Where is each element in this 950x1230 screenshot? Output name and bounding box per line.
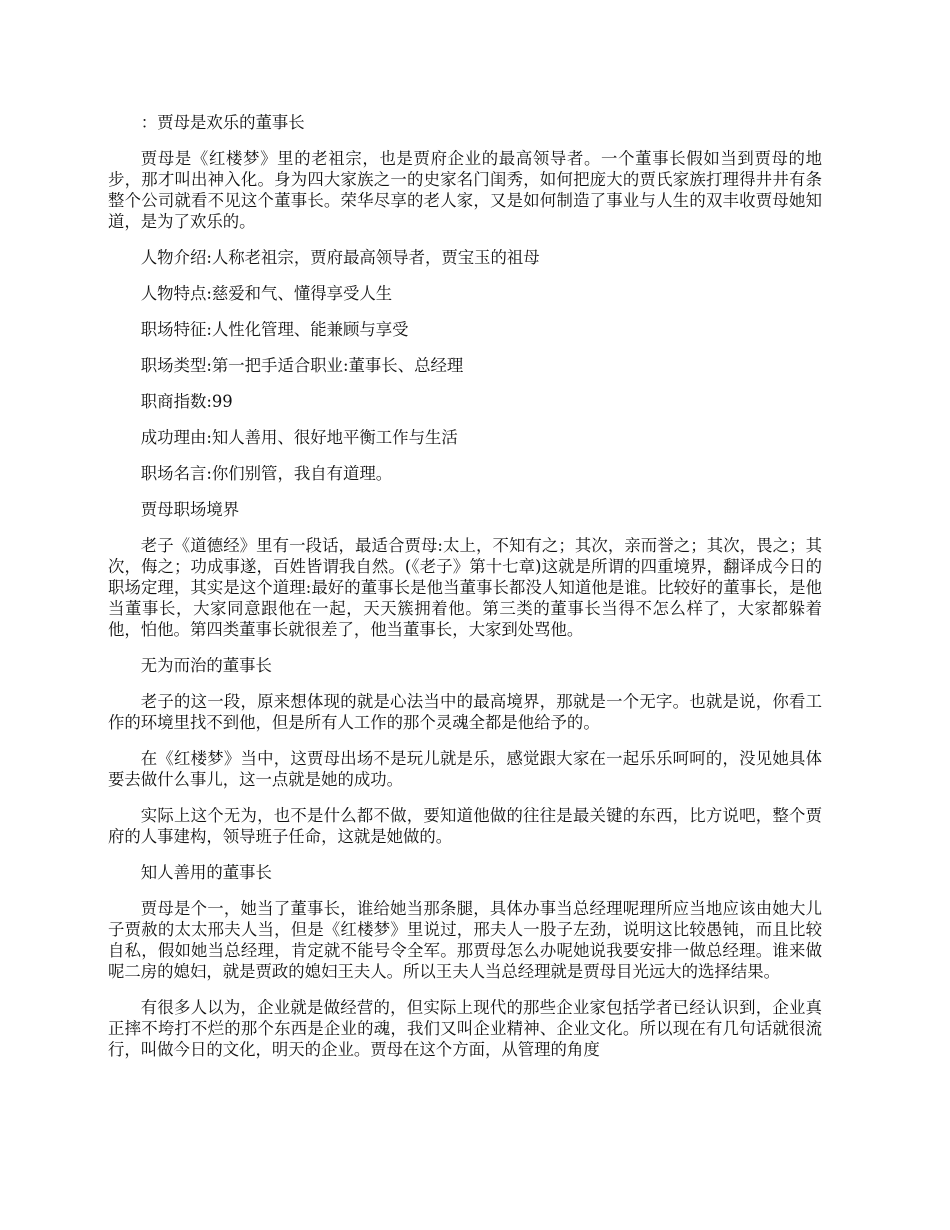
intro-paragraph: 贾母是《红楼梦》里的老祖宗，也是贾府企业的最高领导者。一个董事长假如当到贾母的地步，那才叫出神入化。身为四大家族之一的史家名门闺秀，如何把庞大的贾氏家族打理得井井有条整个公司就看不见这个董事长。荣华尽享的老人家，又是如何制造了事业与人生的双丰收贾母她知道，是为了欢乐的。 bbox=[108, 149, 822, 231]
body-paragraph: 老子的这一段，原来想体现的就是心法当中的最高境界，那就是一个无字。也就是说，你看工作的环境里找不到他，但是所有人工作的那个灵魂全都是他给予的。 bbox=[108, 692, 822, 732]
profile-success-reason: 成功理由:知人善用、很好地平衡工作与生活 bbox=[140, 428, 458, 447]
section-heading-realm: 贾母职场境界 bbox=[140, 500, 240, 519]
profile-career-quotient: 职商指数:99 bbox=[140, 392, 233, 411]
profile-traits: 人物特点:慈爱和气、懂得享受人生 bbox=[140, 284, 393, 303]
profile-workplace-type: 职场类型:第一把手适合职业:董事长、总经理 bbox=[140, 356, 464, 375]
profile-motto: 职场名言:你们别管，我自有道理。 bbox=[140, 464, 393, 483]
body-paragraph: 实际上这个无为，也不是什么都不做，要知道他做的往往是最关键的东西，比方说吧，整个贾府的人事建构，领导班子任命，这就是她做的。 bbox=[108, 806, 822, 846]
profile-introduction: 人物介绍:人称老祖宗，贾府最高领导者，贾宝玉的祖母 bbox=[140, 248, 540, 267]
document-title: ：贾母是欢乐的董事长 bbox=[140, 113, 305, 132]
section-heading-inaction: 无为而治的董事长 bbox=[140, 656, 272, 675]
body-paragraph: 有很多人以为，企业就是做经营的，但实际上现代的那些企业家包括学者已经认识到，企业真正摔不垮打不烂的那个东西是企业的魂，我们又叫企业精神、企业文化。所以现在有几句话就很流行，叫做今日的文化，明天的企业。贾母在这个方面，从管理的角度 bbox=[108, 998, 822, 1059]
body-paragraph: 贾母是个一，她当了董事长，谁给她当那条腿，具体办事当总经理呢理所应当地应该由她大儿子贾赦的太太邢夫人当，但是《红楼梦》里说过，邢夫人一股子左劲，说明这比较愚钝，而且比较自私，假如她当总经理，肯定就不能号令全军。那贾母怎么办呢她说我要安排一做总经理。谁来做呢二房的媳妇，就是贾政的媳妇王夫人。所以王夫人当总经理就是贾母目光远大的选择结果。 bbox=[108, 899, 822, 981]
profile-workplace-features: 职场特征:人性化管理、能兼顾与享受 bbox=[140, 320, 409, 339]
section-heading-talent: 知人善用的董事长 bbox=[140, 863, 272, 882]
body-paragraph: 在《红楼梦》当中，这贾母出场不是玩儿就是乐，感觉跟大家在一起乐乐呵呵的，没见她具体要去做什么事儿，这一点就是她的成功。 bbox=[108, 749, 822, 789]
body-paragraph: 老子《道德经》里有一段话，最适合贾母:太上，不知有之；其次，亲而誉之；其次，畏之；其次，侮之；功成事遂，百姓皆谓我自然。(《老子》第十七章)这就是所谓的四重境界，翻译成今日的职场定理，其实是这个道理:最好的董事长是他当董事长都没人知道他是谁。比较好的董事长，是他当董事长，大家同意跟他在一起，天天簇拥着他。第三类的董事长当得不怎么样了，大家都躲着他，怕他。第四类董事长就很差了，他当董事长，大家到处骂他。 bbox=[108, 536, 822, 639]
document-page bbox=[108, 112, 822, 1075]
